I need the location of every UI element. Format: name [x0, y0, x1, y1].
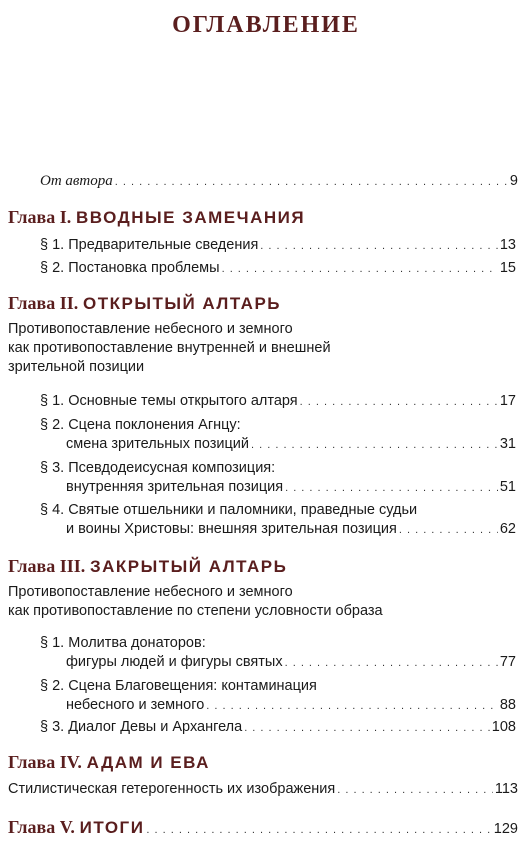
- chapter-title: АДАМ И ЕВА: [86, 753, 210, 772]
- dot-leader: [244, 719, 490, 737]
- toc-page-number: 31: [499, 436, 516, 452]
- toc-page-number: 113: [494, 781, 518, 797]
- toc-page-number: 51: [499, 479, 516, 495]
- chapter-subtitle: Противопоставление небесного и земного: [8, 584, 293, 600]
- chapter-title: ИТОГИ: [79, 818, 145, 837]
- toc-entry-3-1[interactable]: [66, 653, 516, 672]
- toc-entry-2-4-line1[interactable]: § 4. Святые отшельники и паломники, праведные судьи: [40, 502, 418, 518]
- dot-leader: [285, 479, 498, 497]
- chapter-label: Глава IV.: [8, 752, 82, 772]
- toc-entry-2-3[interactable]: [66, 478, 516, 497]
- dot-leader: [260, 237, 498, 255]
- toc-entry-1-1[interactable]: [40, 236, 516, 255]
- toc-entry-3-2[interactable]: [66, 696, 516, 715]
- toc-entry-preface[interactable]: [40, 172, 518, 191]
- toc-entry-label: § 1. Предварительные сведения: [40, 237, 259, 253]
- chapter-label: Глава II.: [8, 293, 79, 313]
- toc-entry-1-2[interactable]: [40, 259, 516, 278]
- toc-entry-label: От автора: [40, 173, 113, 189]
- toc-entry-label: § 3. Диалог Девы и Архангела: [40, 719, 243, 735]
- toc-page-number: 62: [499, 521, 516, 537]
- dot-leader: [206, 697, 498, 715]
- dot-leader: [300, 393, 498, 411]
- toc-entry-2-4[interactable]: [66, 520, 516, 539]
- chapter-heading-2[interactable]: [8, 293, 281, 314]
- chapter-subtitle: Противопоставление небесного и земного: [8, 321, 293, 337]
- toc-page-number: 15: [499, 260, 516, 276]
- dot-leader: [222, 260, 498, 278]
- dot-leader: [146, 821, 491, 839]
- toc-entry-2-2[interactable]: [66, 435, 516, 454]
- chapter-label: Глава V.: [8, 817, 75, 837]
- dot-leader: [115, 173, 508, 191]
- toc-entry-label: смена зрительных позиций: [66, 436, 249, 452]
- dot-leader: [399, 521, 498, 539]
- toc-entry-3-3[interactable]: [40, 718, 516, 737]
- toc-entry-label: и воины Христовы: внешняя зрительная позиция: [66, 521, 397, 537]
- chapter-subtitle: как противопоставление по степени условности образа: [8, 603, 383, 619]
- toc-entry-label: небесного и земного: [66, 697, 205, 713]
- toc-entry-3-1-line1[interactable]: § 1. Молитва донаторов:: [40, 635, 206, 651]
- toc-entry-2-3-line1[interactable]: § 3. Псевдодеисусная композиция:: [40, 460, 276, 476]
- toc-page-number: 17: [499, 393, 516, 409]
- chapter-label: Глава I.: [8, 207, 72, 227]
- chapter-subtitle: как противопоставление внутренней и внешней: [8, 340, 331, 356]
- chapter-heading-text: [8, 818, 144, 837]
- page-title: ОГЛАВЛЕНИЕ: [172, 12, 360, 38]
- toc-page-number: 13: [499, 237, 516, 253]
- toc-page-number: 108: [491, 719, 516, 735]
- toc-entry-2-2-line1[interactable]: § 2. Сцена поклонения Агнцу:: [40, 417, 241, 433]
- toc-entry-label: § 2. Постановка проблемы: [40, 260, 220, 276]
- toc-entry-3-2-line1[interactable]: § 2. Сцена Благовещения: контаминация: [40, 678, 317, 694]
- toc-entry-label: Стилистическая гетерогенность их изображения: [8, 781, 336, 797]
- chapter-title: ЗАКРЫТЫЙ АЛТАРЬ: [90, 557, 288, 576]
- chapter-heading-3[interactable]: [8, 556, 287, 577]
- chapter-heading-4[interactable]: [8, 752, 210, 773]
- toc-page-number: 88: [499, 697, 516, 713]
- chapter-label: Глава III.: [8, 556, 86, 576]
- toc-page-number: 77: [499, 654, 516, 670]
- dot-leader: [337, 781, 493, 799]
- chapter-heading-5[interactable]: [8, 818, 518, 839]
- toc-entry-label: внутренняя зрительная позиция: [66, 479, 284, 495]
- chapter-title: ОТКРЫТЫЙ АЛТАРЬ: [83, 294, 281, 313]
- toc-entry-2-1[interactable]: [40, 392, 516, 411]
- dot-leader: [285, 654, 498, 672]
- chapter-heading-1[interactable]: [8, 207, 305, 228]
- toc-page-number: 129: [493, 821, 518, 837]
- toc-page-number: 9: [509, 173, 518, 189]
- dot-leader: [251, 436, 498, 454]
- toc-entry-4-1[interactable]: [8, 780, 518, 799]
- chapter-title: ВВОДНЫЕ ЗАМЕЧАНИЯ: [75, 208, 306, 227]
- toc-entry-label: § 1. Основные темы открытого алтаря: [40, 393, 298, 409]
- toc-entry-label: фигуры людей и фигуры святых: [66, 654, 283, 670]
- chapter-subtitle: зрительной позиции: [8, 359, 145, 375]
